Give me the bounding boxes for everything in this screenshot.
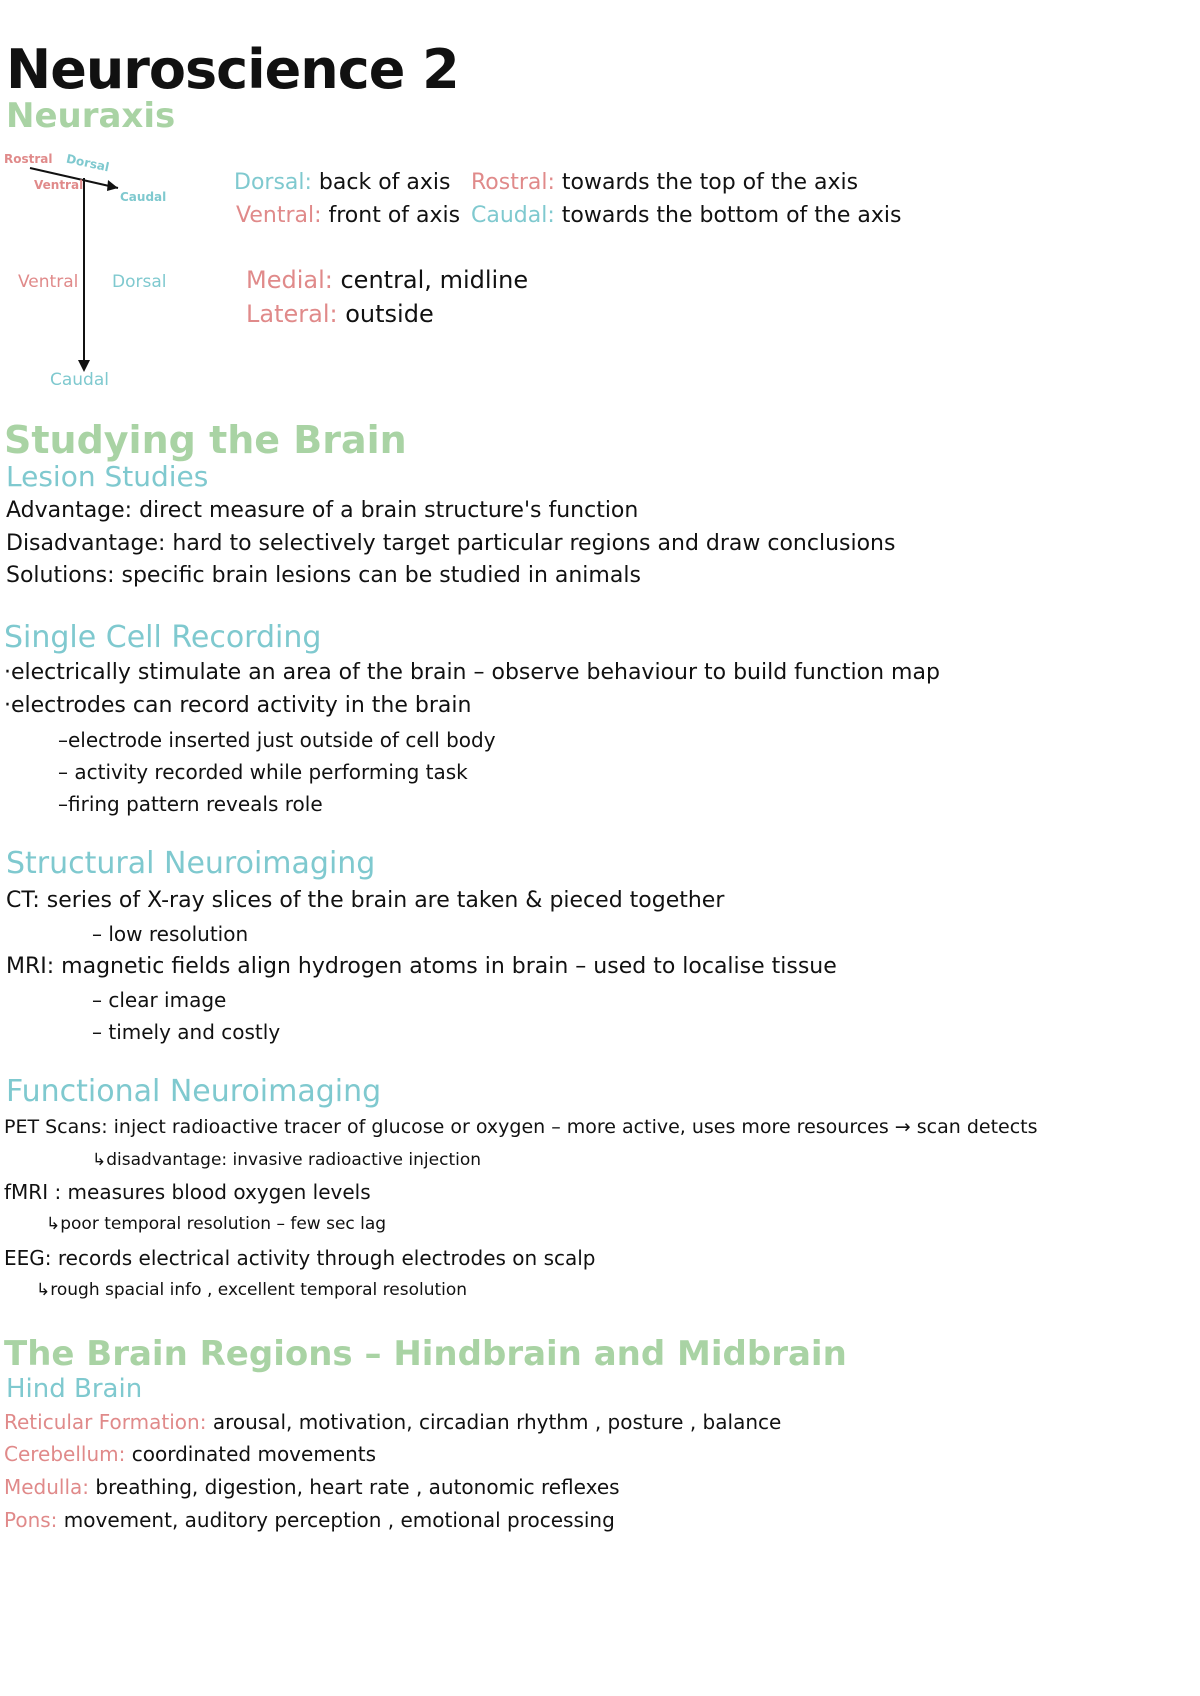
region-term: Cerebellum:: [4, 1442, 126, 1466]
def-medial: [246, 266, 528, 294]
neuraxis-heading: Neuraxis: [6, 96, 176, 136]
def-term: Medial:: [246, 266, 333, 294]
lesion-heading: Lesion Studies: [6, 460, 209, 493]
def-term: Dorsal:: [234, 170, 312, 195]
structural-line-mri: MRI: magnetic fields align hydrogen atoms in brain – used to localise tissue: [6, 954, 837, 979]
single-cell-heading: Single Cell Recording: [4, 620, 322, 655]
def-text: outside: [345, 300, 434, 328]
def-term: Caudal:: [471, 203, 555, 228]
structural-line-ct: CT: series of X-ray slices of the brain are taken & pieced together: [6, 888, 725, 913]
def-rostral: [471, 170, 858, 195]
diagram-ventral-top-label: Ventral: [34, 178, 84, 192]
hindbrain-heading: Hind Brain: [6, 1374, 143, 1404]
def-lateral: [246, 300, 434, 328]
functional-heading: Functional Neuroimaging: [6, 1074, 382, 1109]
region-term: Pons:: [4, 1508, 58, 1532]
functional-line-pet: PET Scans: inject radioactive tracer of glucose or oxygen – more active, uses more resources → scan detects: [4, 1116, 1038, 1138]
def-text: towards the top of the axis: [561, 170, 859, 195]
region-text: movement, auditory perception , emotional processing: [63, 1508, 615, 1532]
diagram-caudal-top-label: Caudal: [120, 190, 167, 204]
studying-heading: Studying the Brain: [4, 418, 407, 462]
def-text: towards the bottom of the axis: [561, 203, 902, 228]
hindbrain-item: [4, 1475, 620, 1499]
structural-heading: Structural Neuroimaging: [6, 846, 376, 881]
diagram-ventral-side-label: Ventral: [18, 272, 79, 292]
single-cell-subline: –firing pattern reveals role: [58, 792, 323, 816]
functional-line-eeg: EEG: records electrical activity through electrodes on scalp: [4, 1246, 596, 1270]
region-term: Medulla:: [4, 1475, 90, 1499]
single-cell-line: ·electrically stimulate an area of the brain – observe behaviour to build function map: [4, 660, 940, 685]
structural-subline: – low resolution: [92, 922, 249, 946]
hindbrain-item: [4, 1410, 781, 1434]
lesion-line-advantage: Advantage: direct measure of a brain structure's function: [6, 498, 639, 523]
functional-subline: ↳disadvantage: invasive radioactive injection: [92, 1150, 482, 1170]
diagram-rostral-label: Rostral: [4, 152, 53, 166]
def-term: Lateral:: [246, 300, 338, 328]
structural-subline: – timely and costly: [92, 1020, 281, 1044]
functional-line-fmri: fMRI : measures blood oxygen levels: [4, 1180, 371, 1204]
diagram-caudal-bottom-label: Caudal: [50, 370, 109, 390]
region-text: coordinated movements: [131, 1442, 377, 1466]
page-title: Neuroscience 2: [6, 38, 459, 101]
structural-subline: – clear image: [92, 988, 227, 1012]
region-text: arousal, motivation, circadian rhythm , posture , balance: [212, 1410, 782, 1434]
lesion-line-disadvantage: Disadvantage: hard to selectively target particular regions and draw conclusions: [6, 531, 896, 556]
functional-subline: ↳poor temporal resolution – few sec lag: [46, 1214, 387, 1234]
def-term: Ventral:: [236, 203, 322, 228]
hindbrain-item: [4, 1442, 376, 1466]
single-cell-subline: –electrode inserted just outside of cell body: [58, 728, 496, 752]
def-caudal: [471, 203, 901, 228]
diagram-dorsal-side-label: Dorsal: [112, 272, 167, 292]
def-text: front of axis: [328, 203, 461, 228]
single-cell-subline: – activity recorded while performing task: [58, 760, 468, 784]
single-cell-line: ·electrodes can record activity in the brain: [4, 693, 472, 718]
diagram-dorsal-top-label: Dorsal: [65, 151, 111, 175]
regions-heading: The Brain Regions – Hindbrain and Midbrain: [4, 1334, 847, 1374]
def-term: Rostral:: [471, 170, 555, 195]
def-text: back of axis: [318, 170, 451, 195]
functional-subline: ↳rough spacial info , excellent temporal resolution: [36, 1280, 468, 1300]
region-text: breathing, digestion, heart rate , autonomic reflexes: [95, 1475, 620, 1499]
region-term: Reticular Formation:: [4, 1410, 207, 1434]
hindbrain-item: [4, 1508, 615, 1532]
def-ventral: [236, 203, 460, 228]
lesion-line-solutions: Solutions: specific brain lesions can be studied in animals: [6, 563, 641, 588]
def-text: central, midline: [340, 266, 529, 294]
def-dorsal: [234, 170, 450, 195]
